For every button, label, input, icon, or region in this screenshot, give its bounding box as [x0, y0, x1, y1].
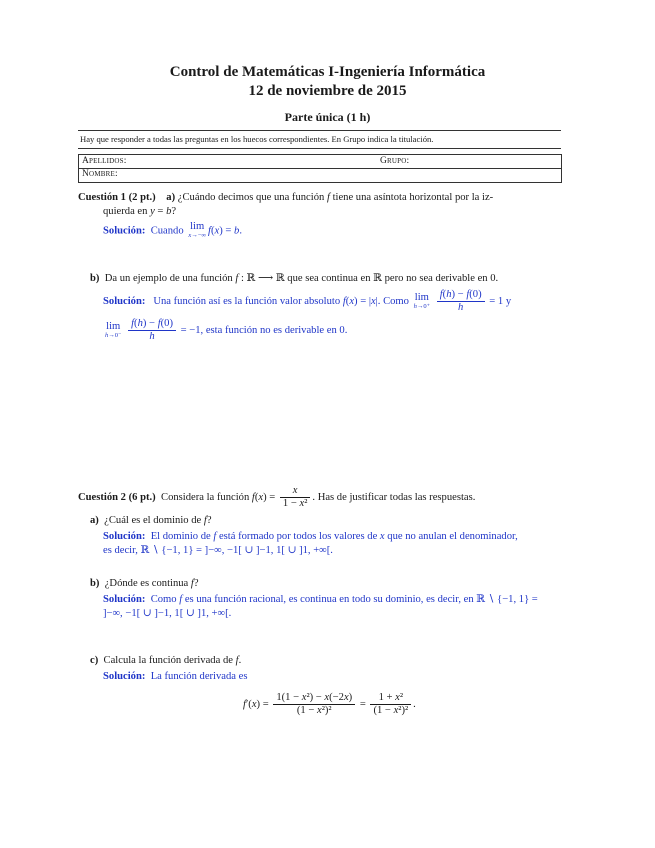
q2-c-text: Calcula la función derivada de	[103, 655, 233, 666]
q1-a-solution-label: Solución:	[103, 225, 146, 237]
q2-b-solution-text-1: Como	[150, 594, 177, 605]
grupo-label: Grupo:	[380, 156, 410, 166]
instructions: Hay que responder a todas las preguntas en los huecos correspondientes. En Grupo indica la titulación.	[80, 134, 434, 144]
q1-b-solution-text-1: Una función así es la función valor absoluto	[153, 295, 341, 307]
q2-b-solution-line2: ]−∞, −1[ ∪ ]−1, 1[ ∪ ]1, +∞[.	[103, 608, 232, 619]
q2-a-solution-label: Solución:	[103, 531, 146, 542]
q2-b-statement: b) ¿Dónde es continua f?	[90, 578, 199, 589]
q1-b-label: b)	[90, 273, 100, 284]
q1-a-statement-cont: quierda en y = b?	[103, 206, 177, 217]
bottom-rule	[78, 148, 561, 149]
nombre-label: Nombre:	[82, 169, 118, 179]
q2-c-statement: c) Calcula la función derivada de f.	[90, 655, 242, 666]
q1-a-text-3: quierda en	[103, 206, 148, 217]
q2-a-solution-text-2: está formado por todos los valores de	[218, 531, 378, 542]
q1-a-statement: Cuestión 1 (2 pt.) a) ¿Cuándo decimos que una función f tiene una asíntota horizontal por la iz-	[78, 192, 494, 203]
q2-b-label: b)	[90, 578, 100, 589]
q1-a-label: a)	[166, 192, 176, 203]
q1-b-statement: b) Da un ejemplo de una función f : ℝ ⟶ ℝ que sea continua en ℝ pero no sea derivable en 0.	[90, 273, 499, 284]
q1-heading: Cuestión 1 (2 pt.)	[78, 192, 156, 203]
q1-b-solution-line2: lim h→0⁻ $\frac{f(h) - f(0)}{h}$ = −1, esta función no es derivable en 0.	[105, 318, 348, 342]
q2-c-label: c)	[90, 655, 99, 666]
q1-b-solution-text-2: . Como	[377, 295, 409, 307]
document-subtitle: Parte única (1 h)	[284, 110, 371, 124]
q1-a-text-2: tiene una asíntota horizontal por la iz-	[332, 192, 494, 203]
q2-a-solution-text-1: El dominio de	[150, 531, 211, 542]
q2-a-statement: a) ¿Cuál es el dominio de f?	[90, 515, 212, 526]
q2-b-solution-label: Solución:	[103, 594, 146, 605]
q2-a-solution-line2: es decir, ℝ ∖ {−1, 1} = ]−∞, −1[ ∪ ]−1, 1[ ∪ ]1, +∞[.	[103, 545, 333, 556]
apellidos-label: Apellidos:	[82, 156, 127, 166]
q2-b-solution-text-2: es una función racional, es continua en todo su dominio, es decir, en ℝ ∖ {−1, 1} =	[184, 594, 538, 605]
q2-a-label: a)	[90, 515, 99, 526]
q1-b-solution-text-3: = 1 y	[489, 295, 512, 307]
q1-a-text-1: ¿Cuándo decimos que una función	[177, 192, 325, 203]
q1-b-text-1: Da un ejemplo de una función	[104, 273, 233, 284]
q2-c-solution-label: Solución:	[103, 671, 146, 682]
q2-a-text: ¿Cuál es el dominio de	[104, 515, 202, 526]
student-info-box	[78, 154, 562, 183]
q2-c-solution	[103, 669, 247, 684]
top-rule	[78, 130, 561, 131]
q2-intro-end: . Has de justificar todas las respuestas.	[312, 491, 476, 503]
q2-b-solution-line1: Solución: Como f es una función racional, es continua en todo su dominio, es decir, en ℝ ∖ {−1, 1} =	[103, 594, 538, 605]
q2-intro: Considera la función	[161, 491, 250, 503]
q2-a-solution-line1: Solución: El dominio de f está formado por todos los valores de x que no anulan el denominador,	[103, 531, 518, 542]
q2-statement: Cuestión 2 (6 pt.) Considera la función f(x) = $\frac{x}{\text{1 − x²}}$ . Has de justificar todas las respuestas.	[78, 485, 476, 509]
q1-a-solution: Solución: Cuando lim x→−∞ f(x) = b.	[103, 221, 242, 239]
q2-c-solution-text: La función derivada es	[150, 671, 248, 682]
q2-heading: Cuestión 2 (6 pt.)	[78, 491, 156, 503]
q1-b-text-2: que sea continua en ℝ pero no sea derivable en 0.	[287, 273, 499, 284]
document-title: Control de Matemáticas I-Ingeniería Informática	[169, 64, 486, 80]
q1-b-solution-label: Solución:	[103, 295, 146, 307]
form-divider	[79, 168, 561, 169]
q1-a-solution-text: Cuando	[150, 225, 184, 237]
document-date: 12 de noviembre de 2015	[248, 83, 407, 99]
q2-b-text: ¿Dónde es continua	[104, 578, 189, 589]
q2-a-solution-text-3: que no anulan el denominador,	[387, 531, 518, 542]
q1-b-solution-text-4: = −1, esta función no es derivable en 0.	[180, 324, 348, 336]
derivative-formula: f′(x) = $\frac{\text{1(1 − x²) − x(−2x)}}{\text{(1 − x²)²}}$ = $\frac{\text{1 + x²}}{\text{(1 − x²)²}}$ .	[243, 692, 416, 716]
q1-b-solution-line1: Solución: Una función así es la función valor absoluto f(x) = |x|. Como lim h→0⁺ $\frac{f(h) - f(0)}{h}$ = 1 y	[103, 289, 512, 313]
